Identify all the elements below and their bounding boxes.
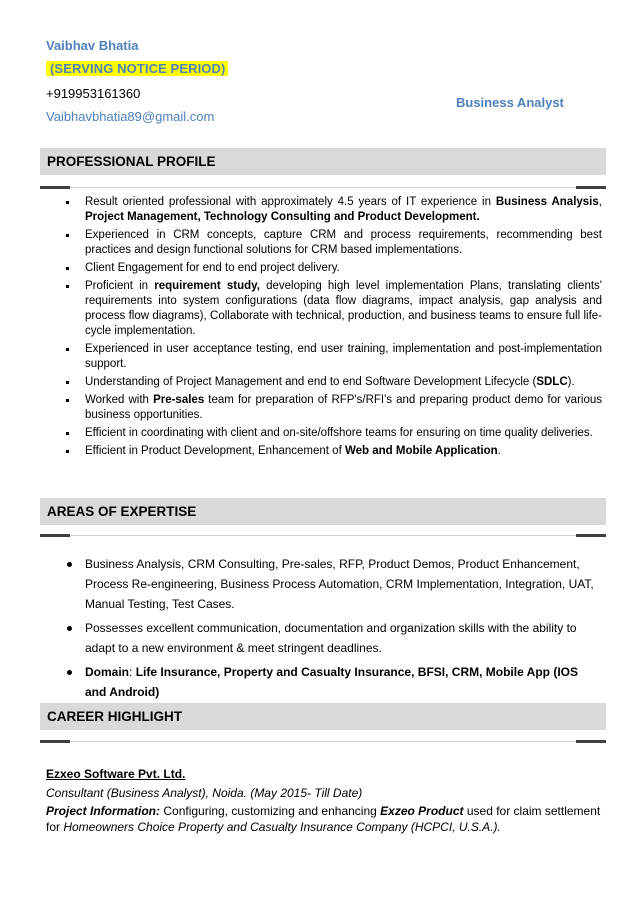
list-item: Efficient in Product Development, Enhancement of Web and Mobile Application.: [62, 444, 602, 459]
list-item: Business Analysis, CRM Consulting, Pre-sales, RFP, Product Demos, Product Enhancement, Process Re-engineering, Business Process Automation, CRM Implementation, Integration, UAT, Manual Testing, Test Cases.: [62, 554, 602, 614]
section-divider: [40, 741, 606, 742]
project-information: Project Information: Configuring, customizing and enhancing Exzeo Product used for claim settlement for Homeowners Choice Property and Casualty Insurance Company (HCPCI, U.S.A.).: [46, 804, 601, 834]
list-item: Worked with Pre-sales team for preparation of RFP's/RFI's and preparing product demo for various business opportunities.: [62, 393, 602, 423]
section-professional-profile: PROFESSIONAL PROFILE: [40, 148, 606, 175]
contact-header: [46, 38, 606, 124]
list-item: Experienced in CRM concepts, capture CRM and process requirements, recommending best practices and design functional solutions for CRM based implementations.: [62, 228, 602, 258]
job-role: Business Analyst: [456, 95, 564, 110]
position-title: Consultant (Business Analyst), Noida. (May 2015- Till Date): [46, 786, 363, 800]
list-item: Client Engagement for end to end project delivery.: [62, 261, 602, 276]
list-item: Understanding of Project Management and end to end Software Development Lifecycle (SDLC).: [62, 375, 602, 390]
list-item: Proficient in requirement study, developing high level implementation Plans, translating clients' requirements into system configurations (data flow diagrams, impact analysis, gap analysis and process flow diagrams), Collaborate with technical, production, and business teams to ensure full life-cycle implementation.: [62, 279, 602, 339]
career-entry: [46, 766, 606, 835]
list-item: Experienced in user acceptance testing, end user training, implementation and post-implementation support.: [62, 342, 602, 372]
section-divider: [40, 187, 606, 188]
list-item: Possesses excellent communication, documentation and organization skills with the ability to adapt to a new environment & meet stringent deadlines.: [62, 618, 602, 658]
notice-period-badge: (SERVING NOTICE PERIOD): [46, 61, 228, 76]
profile-list: [62, 195, 602, 462]
list-item: Efficient in coordinating with client and on-site/offshore teams for ensuring on time quality deliveries.: [62, 426, 602, 441]
section-areas-of-expertise: AREAS OF EXPERTISE: [40, 498, 606, 525]
section-career-highlight: CAREER HIGHLIGHT: [40, 703, 606, 730]
section-divider: [40, 535, 606, 536]
list-item: Domain: Life Insurance, Property and Casualty Insurance, BFSI, CRM, Mobile App (IOS and Android): [62, 662, 602, 702]
list-item: Result oriented professional with approximately 4.5 years of IT experience in Business Analysis, Project Management, Technology Consulting and Product Development.: [62, 195, 602, 225]
expertise-list: [62, 554, 602, 706]
candidate-name: Vaibhav Bhatia: [46, 38, 139, 53]
company-name: Ezxeo Software Pvt. Ltd.: [46, 767, 186, 781]
email-address[interactable]: Vaibhavbhatia89@gmail.com: [46, 109, 215, 124]
phone-number: +919953161360: [46, 86, 141, 101]
